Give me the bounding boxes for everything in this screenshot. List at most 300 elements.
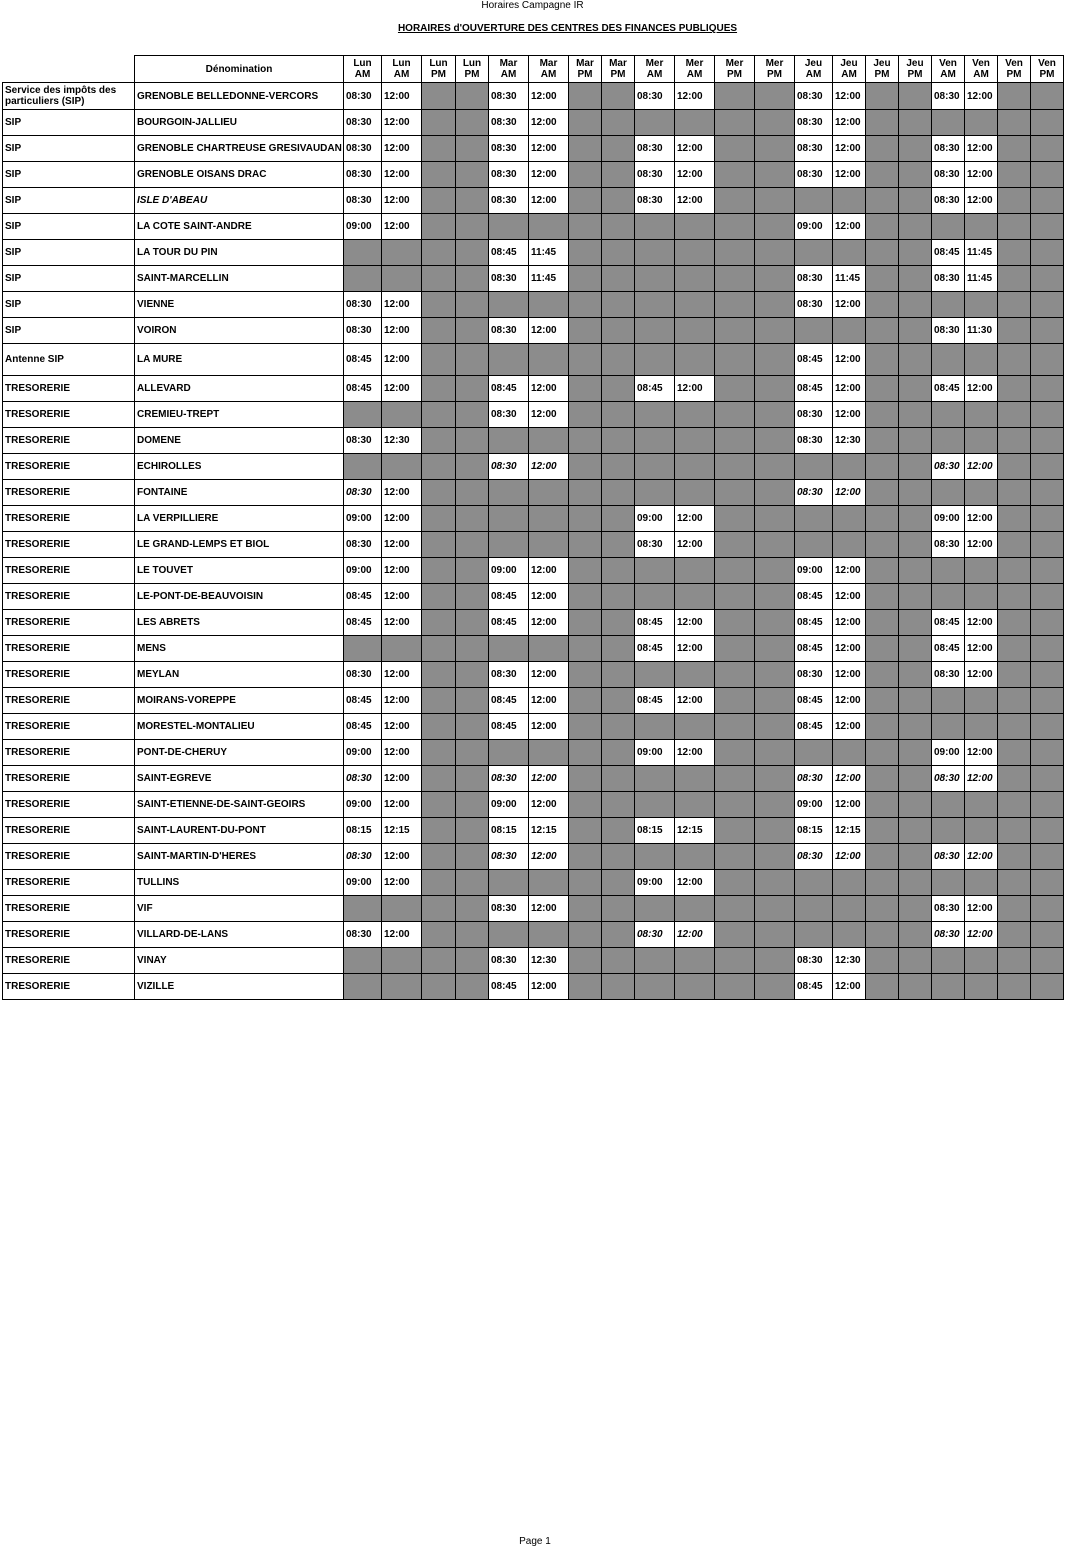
mar-close-time: 12:00	[529, 318, 569, 344]
jeu-pm-closed-cell	[866, 792, 899, 818]
service-type: TRESORERIE	[3, 376, 135, 402]
mer-closed-cell	[635, 318, 675, 344]
lun-pm-closed-cell	[422, 480, 456, 506]
mer-pm-closed-cell	[755, 136, 795, 162]
jeu-pm-closed-cell	[899, 162, 932, 188]
ven-close-time: 12:00	[965, 83, 998, 110]
service-type: TRESORERIE	[3, 792, 135, 818]
lun-open-time: 08:45	[344, 714, 382, 740]
mer-closed-cell	[635, 766, 675, 792]
ven-closed-cell	[965, 344, 998, 376]
mar-pm-closed-cell	[602, 532, 635, 558]
lun-closed-cell	[382, 974, 422, 1000]
jeu-open-time: 08:15	[795, 818, 833, 844]
mer-pm-closed-cell	[715, 636, 755, 662]
ven-pm-closed-cell	[1031, 948, 1064, 974]
mar-open-time: 09:00	[489, 558, 529, 584]
mar-open-time: 08:45	[489, 974, 529, 1000]
lun-close-time: 12:00	[382, 532, 422, 558]
mar-open-time: 08:30	[489, 110, 529, 136]
ven-pm-closed-cell	[1031, 110, 1064, 136]
service-type: TRESORERIE	[3, 896, 135, 922]
mer-pm-closed-cell	[715, 584, 755, 610]
header-day: Mer	[765, 58, 784, 69]
office-name: SAINT-LAURENT-DU-PONT	[135, 818, 344, 844]
header-day: Jeu	[804, 58, 823, 69]
table-row	[3, 532, 1064, 558]
lun-pm-closed-cell	[422, 454, 456, 480]
ven-pm-closed-cell	[1031, 83, 1064, 110]
mar-pm-closed-cell	[569, 558, 602, 584]
mer-pm-closed-cell	[755, 532, 795, 558]
mar-pm-closed-cell	[569, 974, 602, 1000]
ven-open-time: 08:45	[932, 636, 965, 662]
mar-pm-closed-cell	[569, 922, 602, 948]
lun-pm-closed-cell	[422, 740, 456, 766]
lun-close-time: 12:00	[382, 844, 422, 870]
mar-closed-cell	[529, 922, 569, 948]
jeu-close-time: 12:00	[833, 792, 866, 818]
jeu-closed-cell	[833, 240, 866, 266]
lun-closed-cell	[344, 454, 382, 480]
ven-pm-closed-cell	[998, 428, 1031, 454]
office-name: MENS	[135, 636, 344, 662]
lun-open-time: 09:00	[344, 558, 382, 584]
mer-closed-cell	[675, 480, 715, 506]
jeu-close-time: 11:45	[833, 266, 866, 292]
mar-pm-closed-cell	[569, 688, 602, 714]
lun-open-time: 09:00	[344, 214, 382, 240]
jeu-closed-cell	[795, 240, 833, 266]
jeu-close-time: 12:00	[833, 844, 866, 870]
mer-pm-closed-cell	[715, 688, 755, 714]
mar-closed-cell	[489, 480, 529, 506]
mar-closed-cell	[529, 292, 569, 318]
header-name: Dénomination	[135, 56, 344, 83]
jeu-pm-closed-cell	[866, 136, 899, 162]
mar-pm-closed-cell	[569, 454, 602, 480]
mar-pm-closed-cell	[602, 974, 635, 1000]
jeu-pm-closed-cell	[866, 240, 899, 266]
jeu-pm-closed-cell	[866, 266, 899, 292]
mer-pm-closed-cell	[715, 480, 755, 506]
ven-pm-closed-cell	[998, 240, 1031, 266]
document-header: Horaires Campagne IR	[481, 0, 584, 11]
ven-open-time: 09:00	[932, 740, 965, 766]
jeu-closed-cell	[833, 870, 866, 896]
jeu-open-time: 09:00	[795, 558, 833, 584]
mar-pm-closed-cell	[569, 532, 602, 558]
lun-pm-closed-cell	[422, 344, 456, 376]
mar-pm-closed-cell	[602, 688, 635, 714]
lun-close-time: 12:00	[382, 318, 422, 344]
lun-pm-closed-cell	[422, 266, 456, 292]
header-col-mar-pm	[602, 56, 635, 83]
ven-close-time: 12:00	[965, 136, 998, 162]
header-day: Lun	[429, 58, 448, 69]
jeu-closed-cell	[795, 896, 833, 922]
mar-pm-closed-cell	[569, 818, 602, 844]
mar-open-time: 08:30	[489, 896, 529, 922]
mer-pm-closed-cell	[755, 480, 795, 506]
mar-pm-closed-cell	[569, 402, 602, 428]
header-col-mer-am	[635, 56, 675, 83]
lun-pm-closed-cell	[456, 896, 489, 922]
lun-open-time: 08:30	[344, 83, 382, 110]
lun-pm-closed-cell	[422, 974, 456, 1000]
lun-close-time: 12:00	[382, 506, 422, 532]
lun-pm-closed-cell	[456, 792, 489, 818]
mer-open-time: 08:30	[635, 532, 675, 558]
ven-open-time: 08:45	[932, 610, 965, 636]
mer-closed-cell	[635, 792, 675, 818]
mar-pm-closed-cell	[569, 214, 602, 240]
table-row	[3, 792, 1064, 818]
jeu-pm-closed-cell	[866, 636, 899, 662]
ven-closed-cell	[965, 584, 998, 610]
office-name: SAINT-MARTIN-D'HERES	[135, 844, 344, 870]
header-col-mar-am	[489, 56, 529, 83]
jeu-pm-closed-cell	[899, 376, 932, 402]
lun-close-time: 12:00	[382, 214, 422, 240]
lun-pm-closed-cell	[456, 922, 489, 948]
jeu-closed-cell	[795, 532, 833, 558]
header-col-lun-pm	[422, 56, 456, 83]
jeu-pm-closed-cell	[866, 480, 899, 506]
mar-close-time: 12:00	[529, 844, 569, 870]
lun-pm-closed-cell	[456, 292, 489, 318]
table-row	[3, 428, 1064, 454]
mar-closed-cell	[489, 428, 529, 454]
mer-closed-cell	[675, 454, 715, 480]
mer-pm-closed-cell	[715, 844, 755, 870]
lun-pm-closed-cell	[422, 896, 456, 922]
lun-pm-closed-cell	[456, 948, 489, 974]
mar-pm-closed-cell	[569, 610, 602, 636]
mar-open-time: 08:30	[489, 948, 529, 974]
jeu-pm-closed-cell	[866, 688, 899, 714]
header-period: AM	[973, 69, 989, 80]
lun-open-time: 08:30	[344, 110, 382, 136]
mer-open-time: 08:30	[635, 162, 675, 188]
jeu-pm-closed-cell	[899, 714, 932, 740]
mar-close-time: 12:00	[529, 402, 569, 428]
header-period: AM	[646, 69, 663, 80]
office-name: LE GRAND-LEMPS ET BIOL	[135, 532, 344, 558]
jeu-pm-closed-cell	[866, 376, 899, 402]
service-type: TRESORERIE	[3, 974, 135, 1000]
mar-open-time: 08:45	[489, 376, 529, 402]
service-type: TRESORERIE	[3, 610, 135, 636]
mar-open-time: 08:30	[489, 136, 529, 162]
mer-pm-closed-cell	[715, 318, 755, 344]
ven-open-time: 08:30	[932, 896, 965, 922]
jeu-open-time: 08:45	[795, 688, 833, 714]
lun-pm-closed-cell	[456, 318, 489, 344]
mar-close-time: 12:00	[529, 584, 569, 610]
mar-open-time: 08:45	[489, 240, 529, 266]
service-type: SIP	[3, 162, 135, 188]
jeu-open-time: 08:45	[795, 714, 833, 740]
office-name: PONT-DE-CHERUY	[135, 740, 344, 766]
lun-pm-closed-cell	[422, 844, 456, 870]
mar-pm-closed-cell	[569, 344, 602, 376]
ven-open-time: 08:30	[932, 532, 965, 558]
mar-pm-closed-cell	[569, 162, 602, 188]
jeu-close-time: 12:00	[833, 688, 866, 714]
mer-pm-closed-cell	[715, 136, 755, 162]
lun-open-time: 08:30	[344, 428, 382, 454]
mar-pm-closed-cell	[569, 792, 602, 818]
header-day: Ven	[1038, 58, 1056, 69]
office-name: SAINT-MARCELLIN	[135, 266, 344, 292]
lun-pm-closed-cell	[456, 480, 489, 506]
lun-pm-closed-cell	[456, 688, 489, 714]
mar-pm-closed-cell	[569, 266, 602, 292]
mer-pm-closed-cell	[755, 110, 795, 136]
mer-pm-closed-cell	[755, 818, 795, 844]
ven-pm-closed-cell	[1031, 506, 1064, 532]
mer-pm-closed-cell	[755, 214, 795, 240]
service-type: TRESORERIE	[3, 636, 135, 662]
mer-pm-closed-cell	[715, 83, 755, 110]
ven-pm-closed-cell	[1031, 428, 1064, 454]
mar-open-time: 08:45	[489, 610, 529, 636]
mer-pm-closed-cell	[755, 162, 795, 188]
table-row	[3, 948, 1064, 974]
lun-close-time: 12:00	[382, 344, 422, 376]
jeu-open-time: 09:00	[795, 214, 833, 240]
table-row	[3, 610, 1064, 636]
header-period: PM	[874, 69, 890, 80]
mer-closed-cell	[635, 558, 675, 584]
ven-closed-cell	[932, 428, 965, 454]
jeu-pm-closed-cell	[866, 558, 899, 584]
lun-closed-cell	[382, 240, 422, 266]
office-name: DOMENE	[135, 428, 344, 454]
ven-pm-closed-cell	[998, 318, 1031, 344]
jeu-close-time: 12:00	[833, 974, 866, 1000]
header-period: PM	[767, 69, 782, 80]
table-row	[3, 214, 1064, 240]
jeu-pm-closed-cell	[899, 948, 932, 974]
mar-pm-closed-cell	[602, 558, 635, 584]
mer-close-time: 12:00	[675, 740, 715, 766]
table-row	[3, 584, 1064, 610]
mar-open-time: 08:30	[489, 402, 529, 428]
jeu-open-time: 08:30	[795, 948, 833, 974]
office-name: MOIRANS-VOREPPE	[135, 688, 344, 714]
table-row	[3, 162, 1064, 188]
mar-pm-closed-cell	[602, 188, 635, 214]
header-day: Ven	[972, 58, 990, 69]
mar-pm-closed-cell	[569, 480, 602, 506]
table-row	[3, 402, 1064, 428]
lun-close-time: 12:00	[382, 584, 422, 610]
mer-pm-closed-cell	[755, 376, 795, 402]
mer-closed-cell	[675, 584, 715, 610]
office-name: VOIRON	[135, 318, 344, 344]
ven-pm-closed-cell	[1031, 974, 1064, 1000]
table-row	[3, 318, 1064, 344]
lun-open-time: 09:00	[344, 506, 382, 532]
lun-pm-closed-cell	[456, 110, 489, 136]
lun-pm-closed-cell	[422, 506, 456, 532]
ven-closed-cell	[932, 558, 965, 584]
mar-pm-closed-cell	[569, 83, 602, 110]
header-col-ven-pm	[1031, 56, 1064, 83]
ven-closed-cell	[932, 480, 965, 506]
lun-open-time: 08:30	[344, 766, 382, 792]
lun-close-time: 12:00	[382, 376, 422, 402]
header-col-ven-am	[932, 56, 965, 83]
mar-pm-closed-cell	[602, 136, 635, 162]
office-name: GRENOBLE OISANS DRAC	[135, 162, 344, 188]
jeu-close-time: 12:00	[833, 558, 866, 584]
mar-close-time: 12:00	[529, 454, 569, 480]
lun-pm-closed-cell	[422, 240, 456, 266]
ven-open-time: 08:30	[932, 844, 965, 870]
mar-close-time: 12:00	[529, 162, 569, 188]
jeu-pm-closed-cell	[899, 188, 932, 214]
lun-pm-closed-cell	[456, 714, 489, 740]
mer-pm-closed-cell	[755, 844, 795, 870]
header-col-lun-am	[382, 56, 422, 83]
service-type: SIP	[3, 318, 135, 344]
jeu-pm-closed-cell	[866, 740, 899, 766]
mar-close-time: 12:00	[529, 974, 569, 1000]
mar-pm-closed-cell	[569, 136, 602, 162]
service-type: TRESORERIE	[3, 688, 135, 714]
office-name: LE-PONT-DE-BEAUVOISIN	[135, 584, 344, 610]
jeu-close-time: 12:00	[833, 766, 866, 792]
header-day: Jeu	[873, 58, 891, 69]
lun-pm-closed-cell	[422, 188, 456, 214]
mer-pm-closed-cell	[715, 240, 755, 266]
mar-closed-cell	[529, 506, 569, 532]
lun-pm-closed-cell	[456, 402, 489, 428]
table-row	[3, 344, 1064, 376]
header-period: PM	[431, 69, 446, 80]
ven-pm-closed-cell	[1031, 402, 1064, 428]
ven-pm-closed-cell	[1031, 292, 1064, 318]
mer-pm-closed-cell	[755, 896, 795, 922]
service-type: TRESORERIE	[3, 480, 135, 506]
table-row	[3, 766, 1064, 792]
ven-pm-closed-cell	[1031, 896, 1064, 922]
mer-pm-closed-cell	[715, 292, 755, 318]
ven-pm-closed-cell	[998, 636, 1031, 662]
ven-pm-closed-cell	[998, 922, 1031, 948]
ven-pm-closed-cell	[1031, 740, 1064, 766]
lun-closed-cell	[344, 266, 382, 292]
mer-pm-closed-cell	[755, 610, 795, 636]
jeu-open-time: 08:30	[795, 162, 833, 188]
mar-pm-closed-cell	[602, 428, 635, 454]
office-name: LA MURE	[135, 344, 344, 376]
mer-close-time: 12:00	[675, 870, 715, 896]
jeu-open-time: 08:30	[795, 428, 833, 454]
page-title: HORAIRES d'OUVERTURE DES CENTRES DES FINANCES PUBLIQUES	[397, 23, 738, 34]
ven-closed-cell	[965, 214, 998, 240]
header-col-mar-pm	[569, 56, 602, 83]
mar-pm-closed-cell	[602, 792, 635, 818]
mer-pm-closed-cell	[715, 948, 755, 974]
jeu-pm-closed-cell	[866, 162, 899, 188]
mer-pm-closed-cell	[755, 428, 795, 454]
header-col-mer-pm	[755, 56, 795, 83]
lun-pm-closed-cell	[422, 558, 456, 584]
ven-pm-closed-cell	[1031, 792, 1064, 818]
lun-close-time: 12:00	[382, 870, 422, 896]
jeu-open-time: 08:30	[795, 110, 833, 136]
mer-pm-closed-cell	[715, 818, 755, 844]
mer-pm-closed-cell	[715, 792, 755, 818]
header-period: AM	[805, 69, 822, 80]
mer-open-time: 09:00	[635, 740, 675, 766]
mar-open-time: 08:30	[489, 266, 529, 292]
lun-close-time: 12:00	[382, 922, 422, 948]
jeu-pm-closed-cell	[899, 636, 932, 662]
service-type: TRESORERIE	[3, 558, 135, 584]
ven-pm-closed-cell	[1031, 376, 1064, 402]
mer-pm-closed-cell	[715, 188, 755, 214]
ven-pm-closed-cell	[1031, 662, 1064, 688]
lun-close-time: 12:00	[382, 188, 422, 214]
mer-pm-closed-cell	[755, 318, 795, 344]
header-period: PM	[610, 69, 626, 80]
mar-close-time: 11:45	[529, 266, 569, 292]
lun-pm-closed-cell	[422, 818, 456, 844]
lun-close-time: 12:00	[382, 610, 422, 636]
service-type: SIP	[3, 240, 135, 266]
jeu-closed-cell	[833, 740, 866, 766]
mer-closed-cell	[635, 110, 675, 136]
mar-pm-closed-cell	[569, 428, 602, 454]
ven-pm-closed-cell	[1031, 844, 1064, 870]
ven-pm-closed-cell	[1031, 766, 1064, 792]
header-period: PM	[1039, 69, 1055, 80]
mar-pm-closed-cell	[602, 214, 635, 240]
page-number: Page 1	[519, 1536, 551, 1547]
ven-pm-closed-cell	[1031, 870, 1064, 896]
mar-close-time: 12:00	[529, 714, 569, 740]
lun-pm-closed-cell	[422, 636, 456, 662]
mar-closed-cell	[489, 292, 529, 318]
lun-pm-closed-cell	[422, 532, 456, 558]
mer-pm-closed-cell	[755, 292, 795, 318]
mer-open-time: 08:45	[635, 636, 675, 662]
service-type: SIP	[3, 292, 135, 318]
ven-open-time: 08:30	[932, 454, 965, 480]
jeu-pm-closed-cell	[866, 844, 899, 870]
mar-pm-closed-cell	[602, 636, 635, 662]
header-col-jeu-am	[795, 56, 833, 83]
ven-closed-cell	[932, 214, 965, 240]
header-period: PM	[464, 69, 480, 80]
ven-pm-closed-cell	[998, 584, 1031, 610]
mar-closed-cell	[489, 922, 529, 948]
ven-pm-closed-cell	[1031, 610, 1064, 636]
jeu-pm-closed-cell	[866, 344, 899, 376]
ven-closed-cell	[932, 584, 965, 610]
ven-pm-closed-cell	[998, 974, 1031, 1000]
ven-pm-closed-cell	[998, 110, 1031, 136]
ven-pm-closed-cell	[998, 532, 1031, 558]
mar-pm-closed-cell	[602, 506, 635, 532]
ven-open-time: 09:00	[932, 506, 965, 532]
mar-pm-closed-cell	[602, 162, 635, 188]
